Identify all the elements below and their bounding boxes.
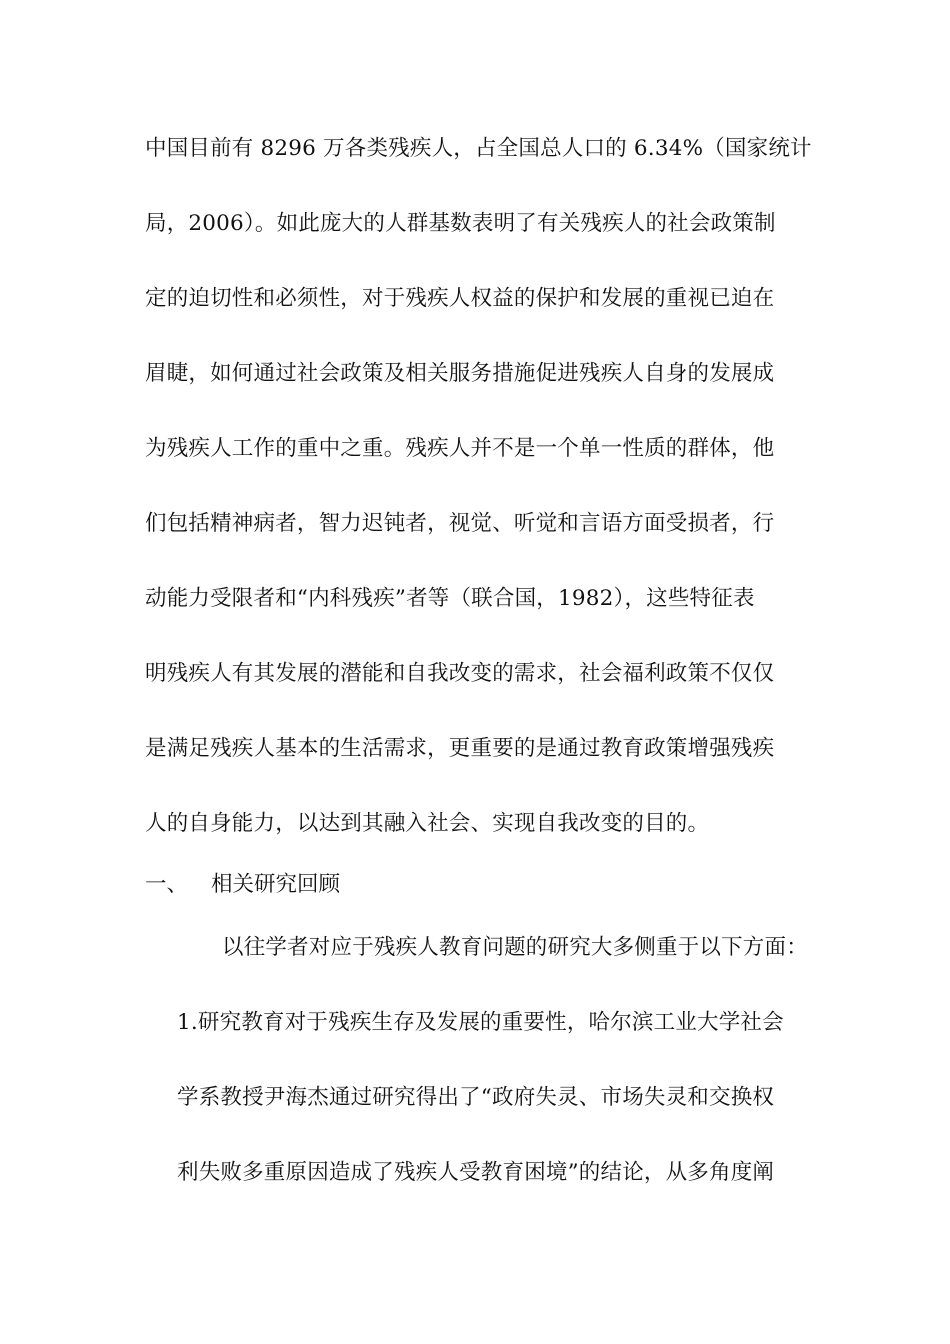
paragraph-line: 为残疾人工作的重中之重。残疾人并不是一个单一性质的群体，他 xyxy=(145,436,775,461)
section-title: 相关研究回顾 xyxy=(211,872,341,897)
section-number: 一、 xyxy=(145,872,189,897)
list-item-line: 学系教授尹海杰通过研究得出了“政府失灵、市场失灵和交换权 xyxy=(177,1085,775,1110)
paragraph-line: 人的自身能力，以达到其融入社会、实现自我改变的目的。 xyxy=(145,811,710,836)
list-item-line: 利失败多重原因造成了残疾人受教育困境”的结论，从多角度阐 xyxy=(177,1160,775,1185)
section-heading xyxy=(145,870,340,900)
paragraph-line: 明残疾人有其发展的潜能和自我改变的需求，社会福利政策不仅仅 xyxy=(145,661,775,686)
paragraph-line: 定的迫切性和必须性，对于残疾人权益的保护和发展的重视已迫在 xyxy=(145,286,775,311)
paragraph-line: 眉睫，如何通过社会政策及相关服务措施促进残疾人自身的发展成 xyxy=(145,361,775,386)
intro-line: 以往学者对应于残疾人教育问题的研究大多侧重于以下方面： xyxy=(222,935,808,960)
list-item-line: 1.研究教育对于残疾生存及发展的重要性，哈尔滨工业大学社会 xyxy=(177,1010,784,1035)
paragraph-line: 动能力受限者和“内科残疾”者等（联合国，1982），这些特征表 xyxy=(145,586,755,611)
paragraph-line: 们包括精神病者，智力迟钝者，视觉、听觉和言语方面受损者，行 xyxy=(145,511,775,536)
paragraph-line: 局，2006）。如此庞大的人群基数表明了有关残疾人的社会政策制 xyxy=(145,211,776,236)
paragraph-line: 是满足残疾人基本的生活需求，更重要的是通过教育政策增强残疾 xyxy=(145,736,775,761)
paragraph-line: 中国目前有 8296 万各类残疾人，占全国总人口的 6.34%（国家统计 xyxy=(145,136,812,161)
